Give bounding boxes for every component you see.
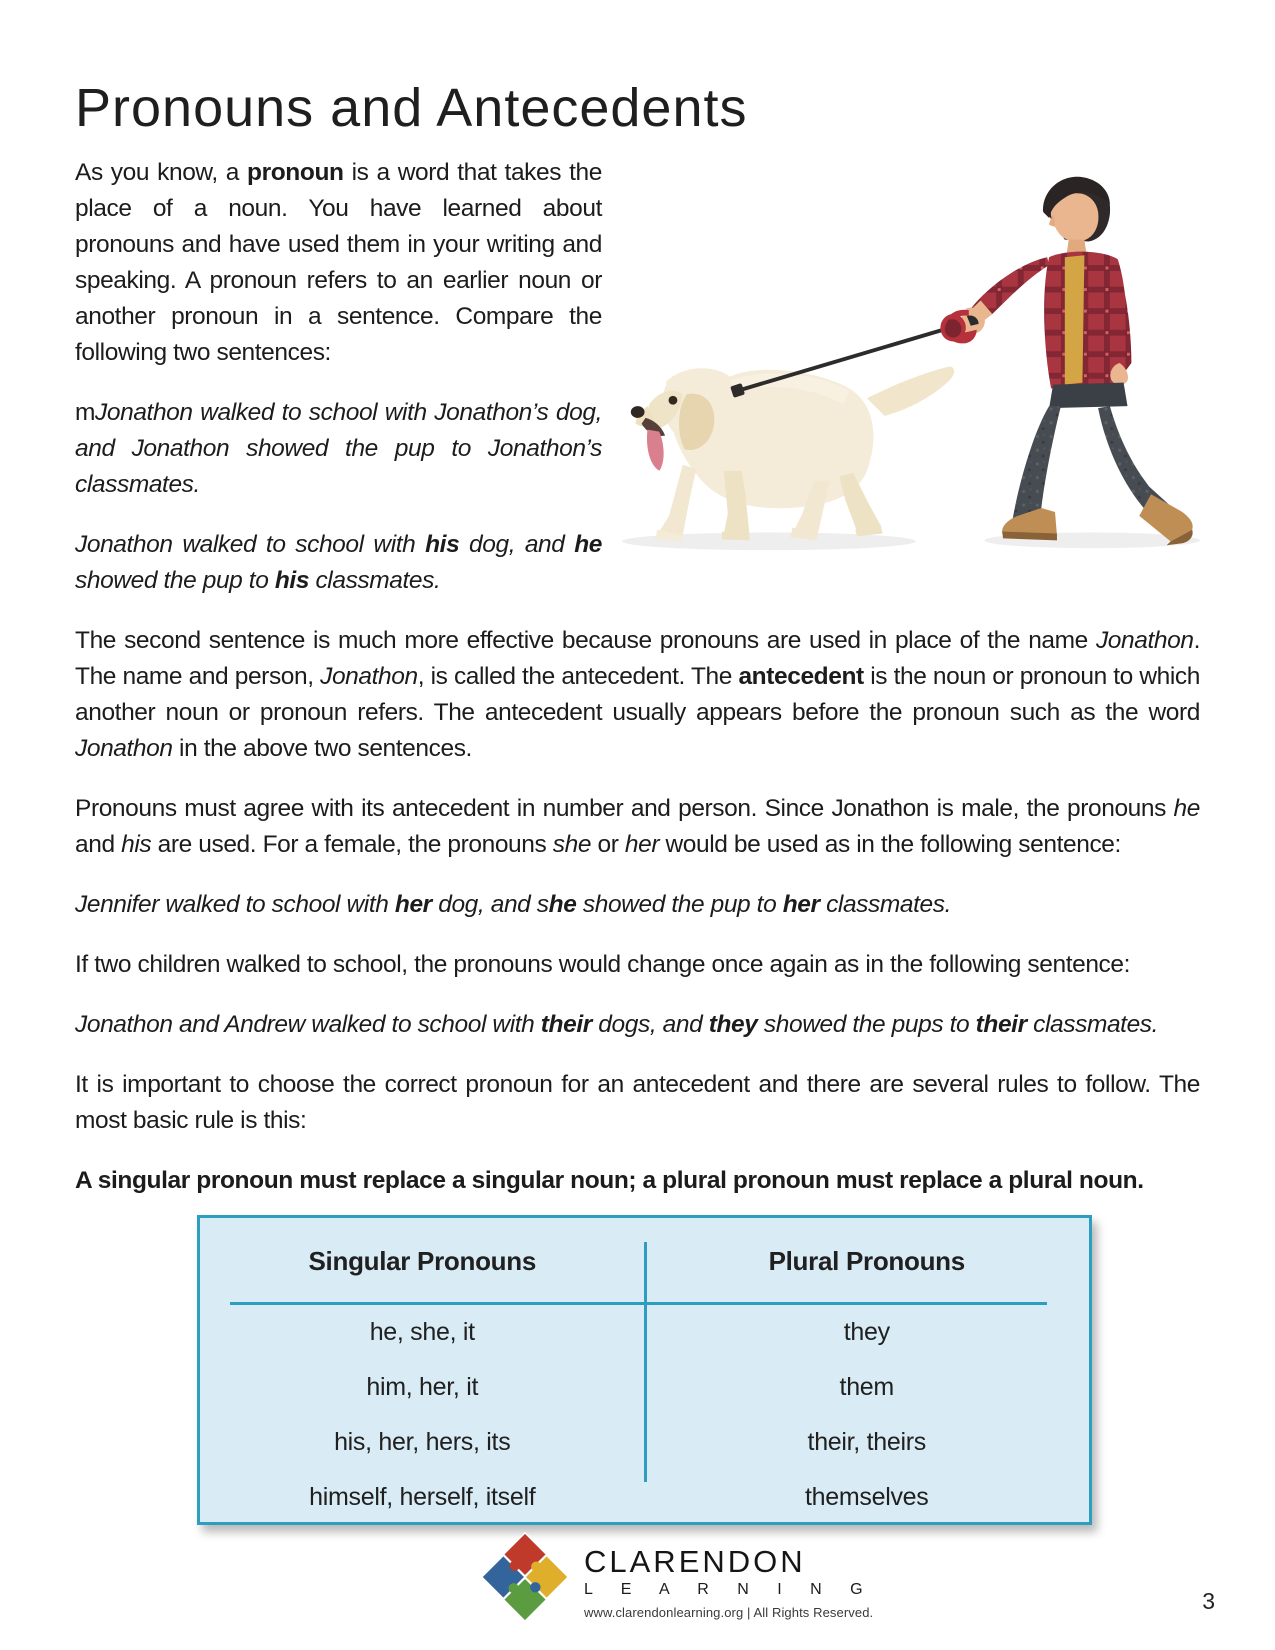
table-column-divider (644, 1242, 647, 1482)
table-cell: themselves (805, 1482, 929, 1511)
clarendon-logo (478, 1528, 875, 1626)
page-title: Pronouns and Antecedents (75, 78, 748, 138)
table-cell: himself, herself, itself (309, 1482, 536, 1511)
example-sentence-1: mJonathon walked to school with Jonathon’s dog, and Jonathon showed the pup to Jonathon’s classmates. (75, 398, 602, 498)
dog-figure (631, 366, 954, 541)
puzzle-logo-icon (478, 1528, 572, 1626)
boy-figure (940, 176, 1192, 544)
column-header-singular: Singular Pronouns (308, 1245, 536, 1276)
example-sentence-jennifer: Jennifer walked to school with her dog, and she showed the pup to her classmates. (75, 890, 952, 918)
footer-tagline: www.clarendonlearning.org | All Rights Reserved. (584, 1605, 874, 1620)
example-sentence-plural: Jonathon and Andrew walked to school with their dogs, and they showed the pups to their classmates. (75, 1010, 1159, 1038)
basic-rule-statement: A singular pronoun must replace a singular noun; a plural pronoun must replace a plural noun. (75, 1166, 1144, 1194)
example-sentence-2: Jonathon walked to school with his dog, and he showed the pup to his classmates. (75, 530, 603, 594)
ground-shadow (622, 532, 1200, 550)
table-cell: them (839, 1372, 894, 1401)
logo-subtitle: L E A R N I N G (584, 1581, 875, 1598)
antecedent-paragraph: The second sentence is much more effective because pronouns are used in place of the name Jonathon. The name and person, Jonathon, is called the antecedent. The antecedent is the noun or pronoun to which another noun or pronoun refers. The antecedent usually appears before the pronoun such as the word Jonathon in the above two sentences. (75, 626, 1200, 762)
table-cell: their, theirs (807, 1427, 926, 1456)
column-header-plural: Plural Pronouns (768, 1245, 965, 1276)
table-header-underline (230, 1302, 1047, 1305)
logo-wordmark: CLARENDON (584, 1544, 806, 1579)
table-cell: him, her, it (366, 1372, 479, 1401)
two-children-paragraph: If two children walked to school, the pronouns would change once again as in the following sentence: (75, 950, 1131, 978)
table-cell: his, her, hers, its (334, 1427, 511, 1456)
agreement-paragraph: Pronouns must agree with its antecedent in number and person. Since Jonathon is male, the pronouns he and his are used. For a female, the pronouns she or her would be used as in the following sentence: (75, 794, 1200, 858)
intro-paragraph: As you know, a pronoun is a word that takes the place of a noun. You have learned about pronouns and have used them in your writing and speaking. A pronoun refers to an earlier noun or another pronoun in a sentence. Compare the following two sentences: (75, 158, 602, 366)
boy-walking-dog-photo (622, 167, 1200, 562)
page-number: 3 (1202, 1588, 1215, 1614)
pronoun-table (197, 1215, 1092, 1525)
table-cell: they (843, 1317, 890, 1346)
logo-text-block (584, 1528, 875, 1619)
important-paragraph: It is important to choose the correct pronoun for an antecedent and there are several rules to follow. The most basic rule is this: (75, 1070, 1200, 1134)
table-cell: he, she, it (369, 1317, 475, 1346)
